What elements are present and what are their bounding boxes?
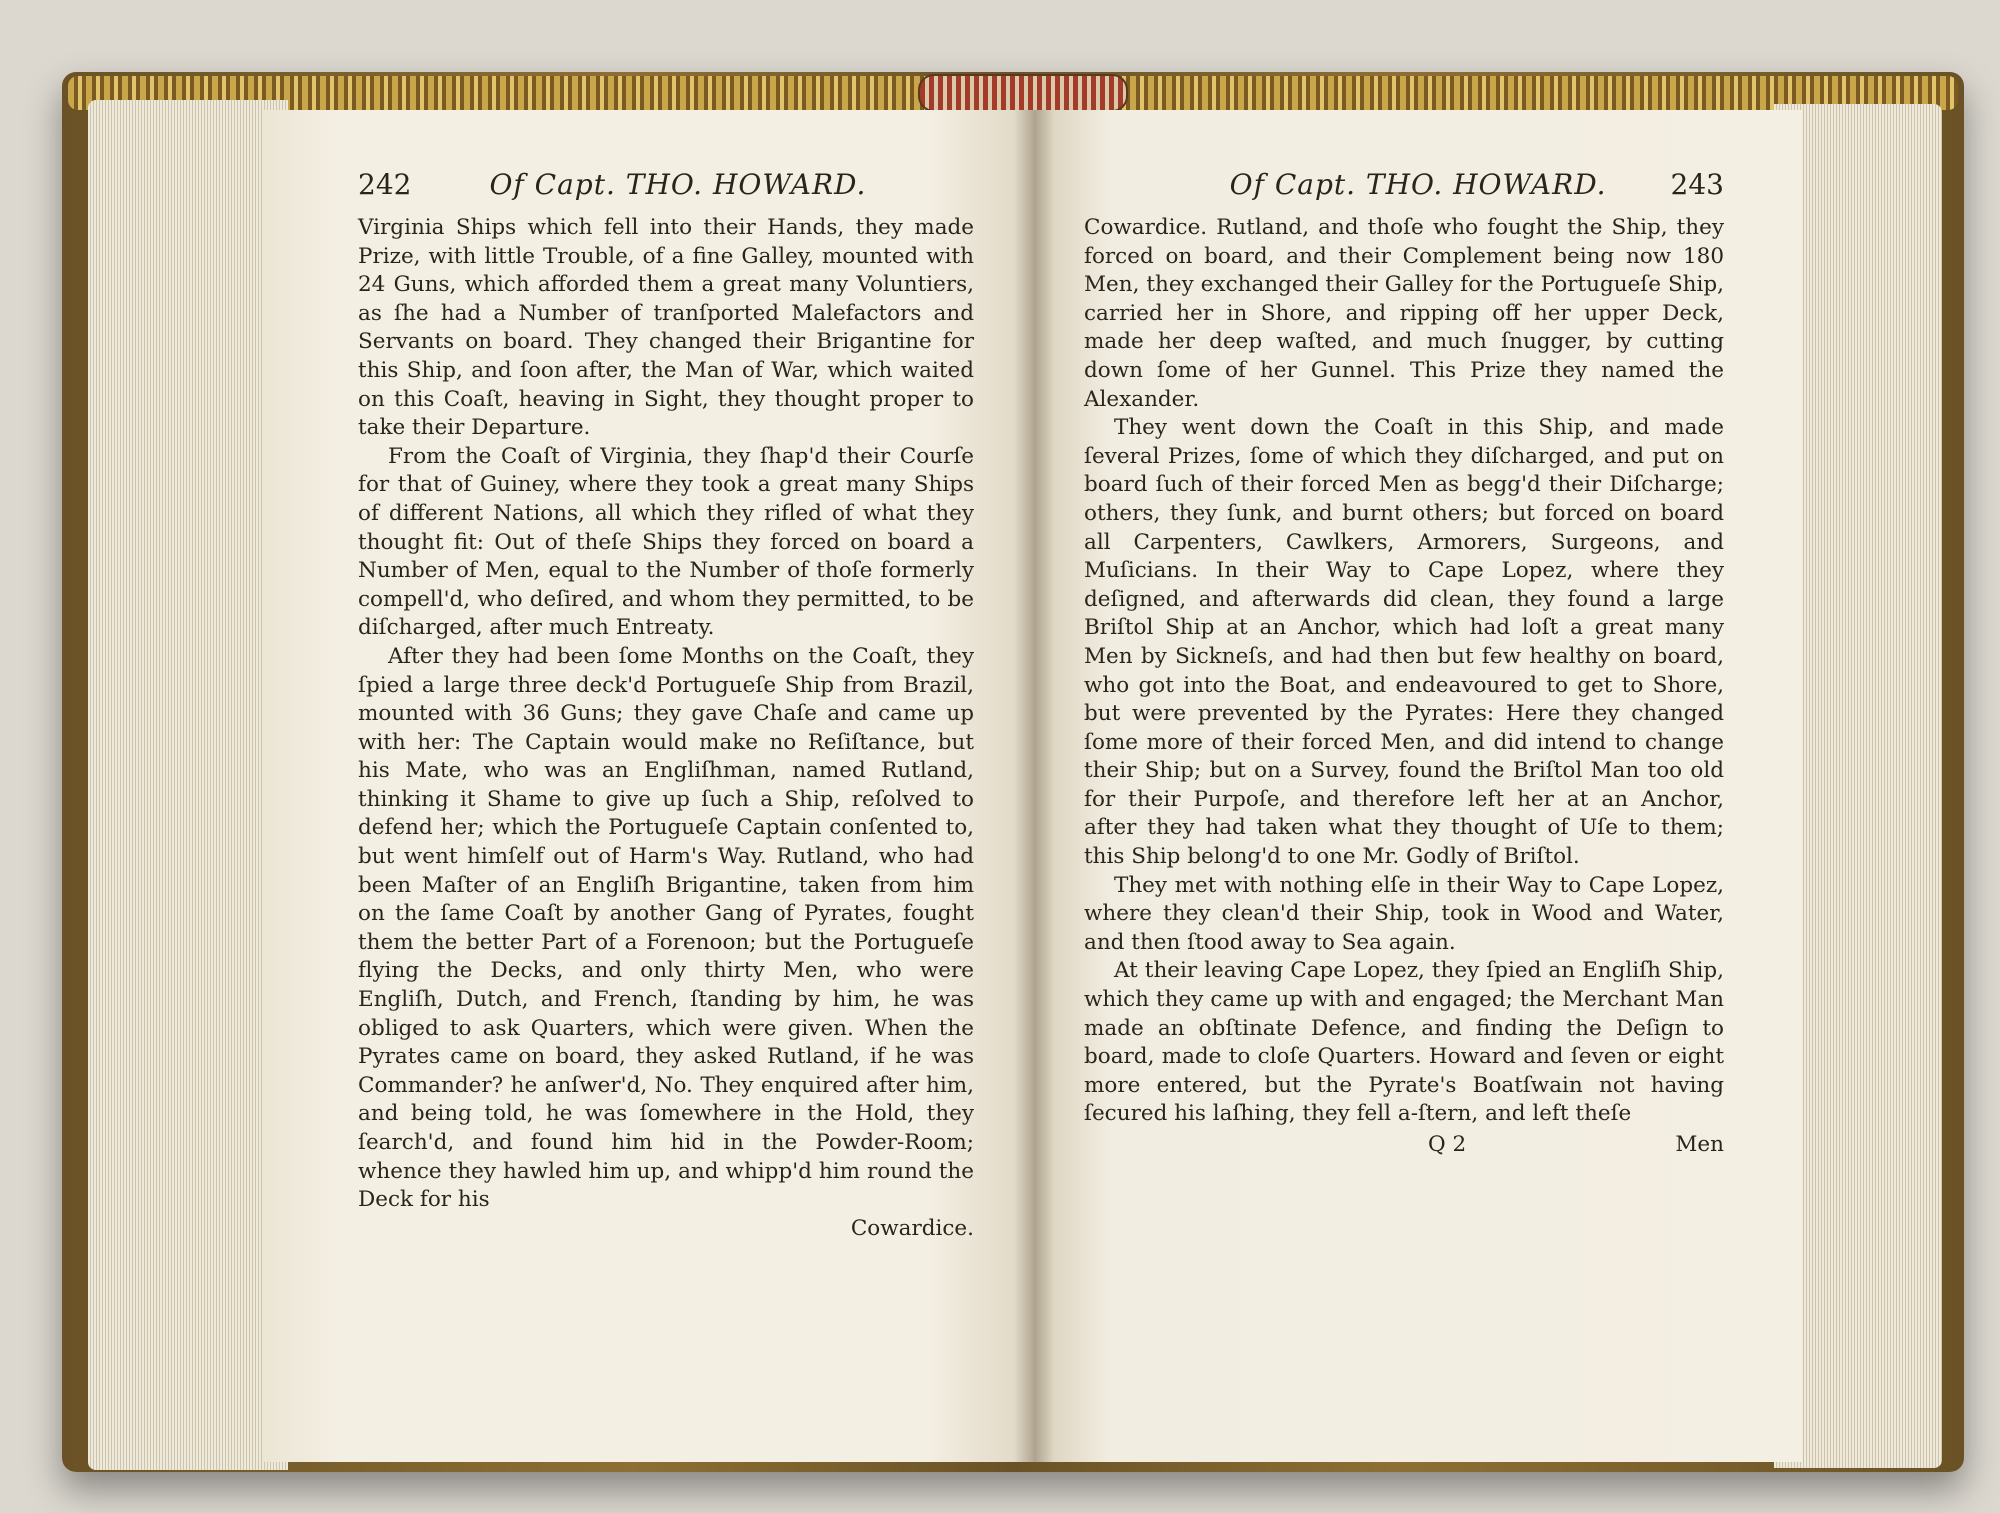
paragraph: At their leaving Cape Lopez, they ſpied an Engliſh Ship, which they came up with and engaged; the Merchant Man made an obſtinate Defence, and finding the Deſign to board, made to cloſe Quarters. Howard and ſeven or eight more entered, but the Pyrate's Boatſwain not having ſecured his laſhing, they fell a-ſtern, and left theſe xyxy=(1084,958,1724,1127)
paragraph: They went down the Coaſt in this Ship, and made ſeveral Prizes, ſome of which they diſcharged, and put on board ſuch of their forced Men as begg'd their Diſcharge; others, they ſunk, and burnt others; but forced on board all Carpenters, Cawlkers, Armorers, Surgeons, and Muſicians. In their Way to Cape Lopez, where they deſigned, and afterwards did clean, they found a large Briſtol Ship at an Anchor, which had loſt a great many Men by Sickneſs, and had then but few healthy on board, who got into the Boat, and endeavoured to get to Shore, but were prevented by the Pyrates: Here they changed ſome more of their forced Men, and did intend to change their Ship; but on a Survey, found the Briſtol Man too old for their Purpoſe, and therefore left her at an Anchor, after they had taken what they thought of Uſe to them; this Ship belong'd to one Mr. Godly of Briſtol. xyxy=(1084,415,1724,870)
running-head xyxy=(1084,168,1724,214)
page-body xyxy=(1084,214,1724,1129)
catchword: Cowardice. xyxy=(850,1215,974,1241)
running-head-title: Of Capt. THO. HOWARD. xyxy=(1229,168,1607,201)
gutter-shadow xyxy=(1014,110,1054,1462)
paragraph: They met with nothing elſe in their Way to Cape Lopez, where they clean'd their Ship, took in Wood and Water, and then ſtood away to Sea again. xyxy=(1084,872,1724,955)
paragraph: From the Coaſt of Virginia, they ſhap'd their Courſe for that of Guiney, where they took a great many Ships of different Nations, all which they rifled of what they thought fit: Out of theſe Ships they forced on board a Number of Men, equal to the Number of thoſe formerly compell'd, who deſired, and whom they permitted, to be diſcharged, after much Entreaty. xyxy=(358,443,974,641)
page-footer xyxy=(1084,1131,1724,1160)
right-page xyxy=(1034,110,1802,1462)
paragraph: Cowardice. Rutland, and thoſe who fought the Ship, they forced on board, and their Complement being now 180 Men, they exchanged their Galley for the Portugueſe Ship, carried her in Shore, and ripping off her upper Deck, made her deep waſted, and much ſnugger, by cutting down ſome of her Gunnel. This Prize they named the Alexander. xyxy=(1084,215,1724,412)
left-page xyxy=(262,110,1034,1462)
headband xyxy=(918,74,1128,112)
paragraph: After they had been ſome Months on the Coaſt, they ſpied a large three deck'd Portugueſe Ship from Brazil, mounted with 36 Guns; they gave Chaſe and came up with her: The Captain would make no Reſiſtance, but his Mate, who was an Engliſhman, named Rutland, thinking it Shame to give up ſuch a Ship, reſolved to defend her; which the Portugueſe Captain conſented to, but went himſelf out of Harm's Way. Rutland, who had been Maſter of an Engliſh Brigantine, taken from him on the ſame Coaſt by another Gang of Pyrates, fought them the better Part of a Forenoon; but the Portugueſe flying the Decks, and only thirty Men, who were Engliſh, Dutch, and French, ſtanding by him, he was obliged to ask Quarters, which were given. When the Pyrates came on board, they asked Rutland, if he was Commander? he anſwer'd, No. They enquired after him, and being told, he was ſomewhere in the Hold, they ſearch'd, and found him hid in the Powder-Room; whence they hawled him up, and whipp'd him round the Deck for his xyxy=(358,643,974,1213)
signature-mark: Q 2 xyxy=(1428,1132,1467,1157)
paragraph: Virginia Ships which fell into their Hands, they made Prize, with little Trouble, of a fine Galley, mounted with 24 Guns, which afforded them a great many Voluntiers, as ſhe had a Number of tranſported Malefactors and Servants on board. They changed their Brigantine for this Ship, and ſoon after, the Man of War, which waited on this Coaſt, heaving in Sight, they thought proper to take their Departure. xyxy=(358,215,974,441)
page-body xyxy=(358,214,974,1215)
catchword: Men xyxy=(1675,1132,1724,1157)
running-head xyxy=(358,168,974,214)
running-head-title: Of Capt. THO. HOWARD. xyxy=(489,168,867,201)
page-number: 242 xyxy=(358,168,412,201)
left-page-edges xyxy=(88,100,288,1470)
page-number: 243 xyxy=(1670,168,1724,201)
